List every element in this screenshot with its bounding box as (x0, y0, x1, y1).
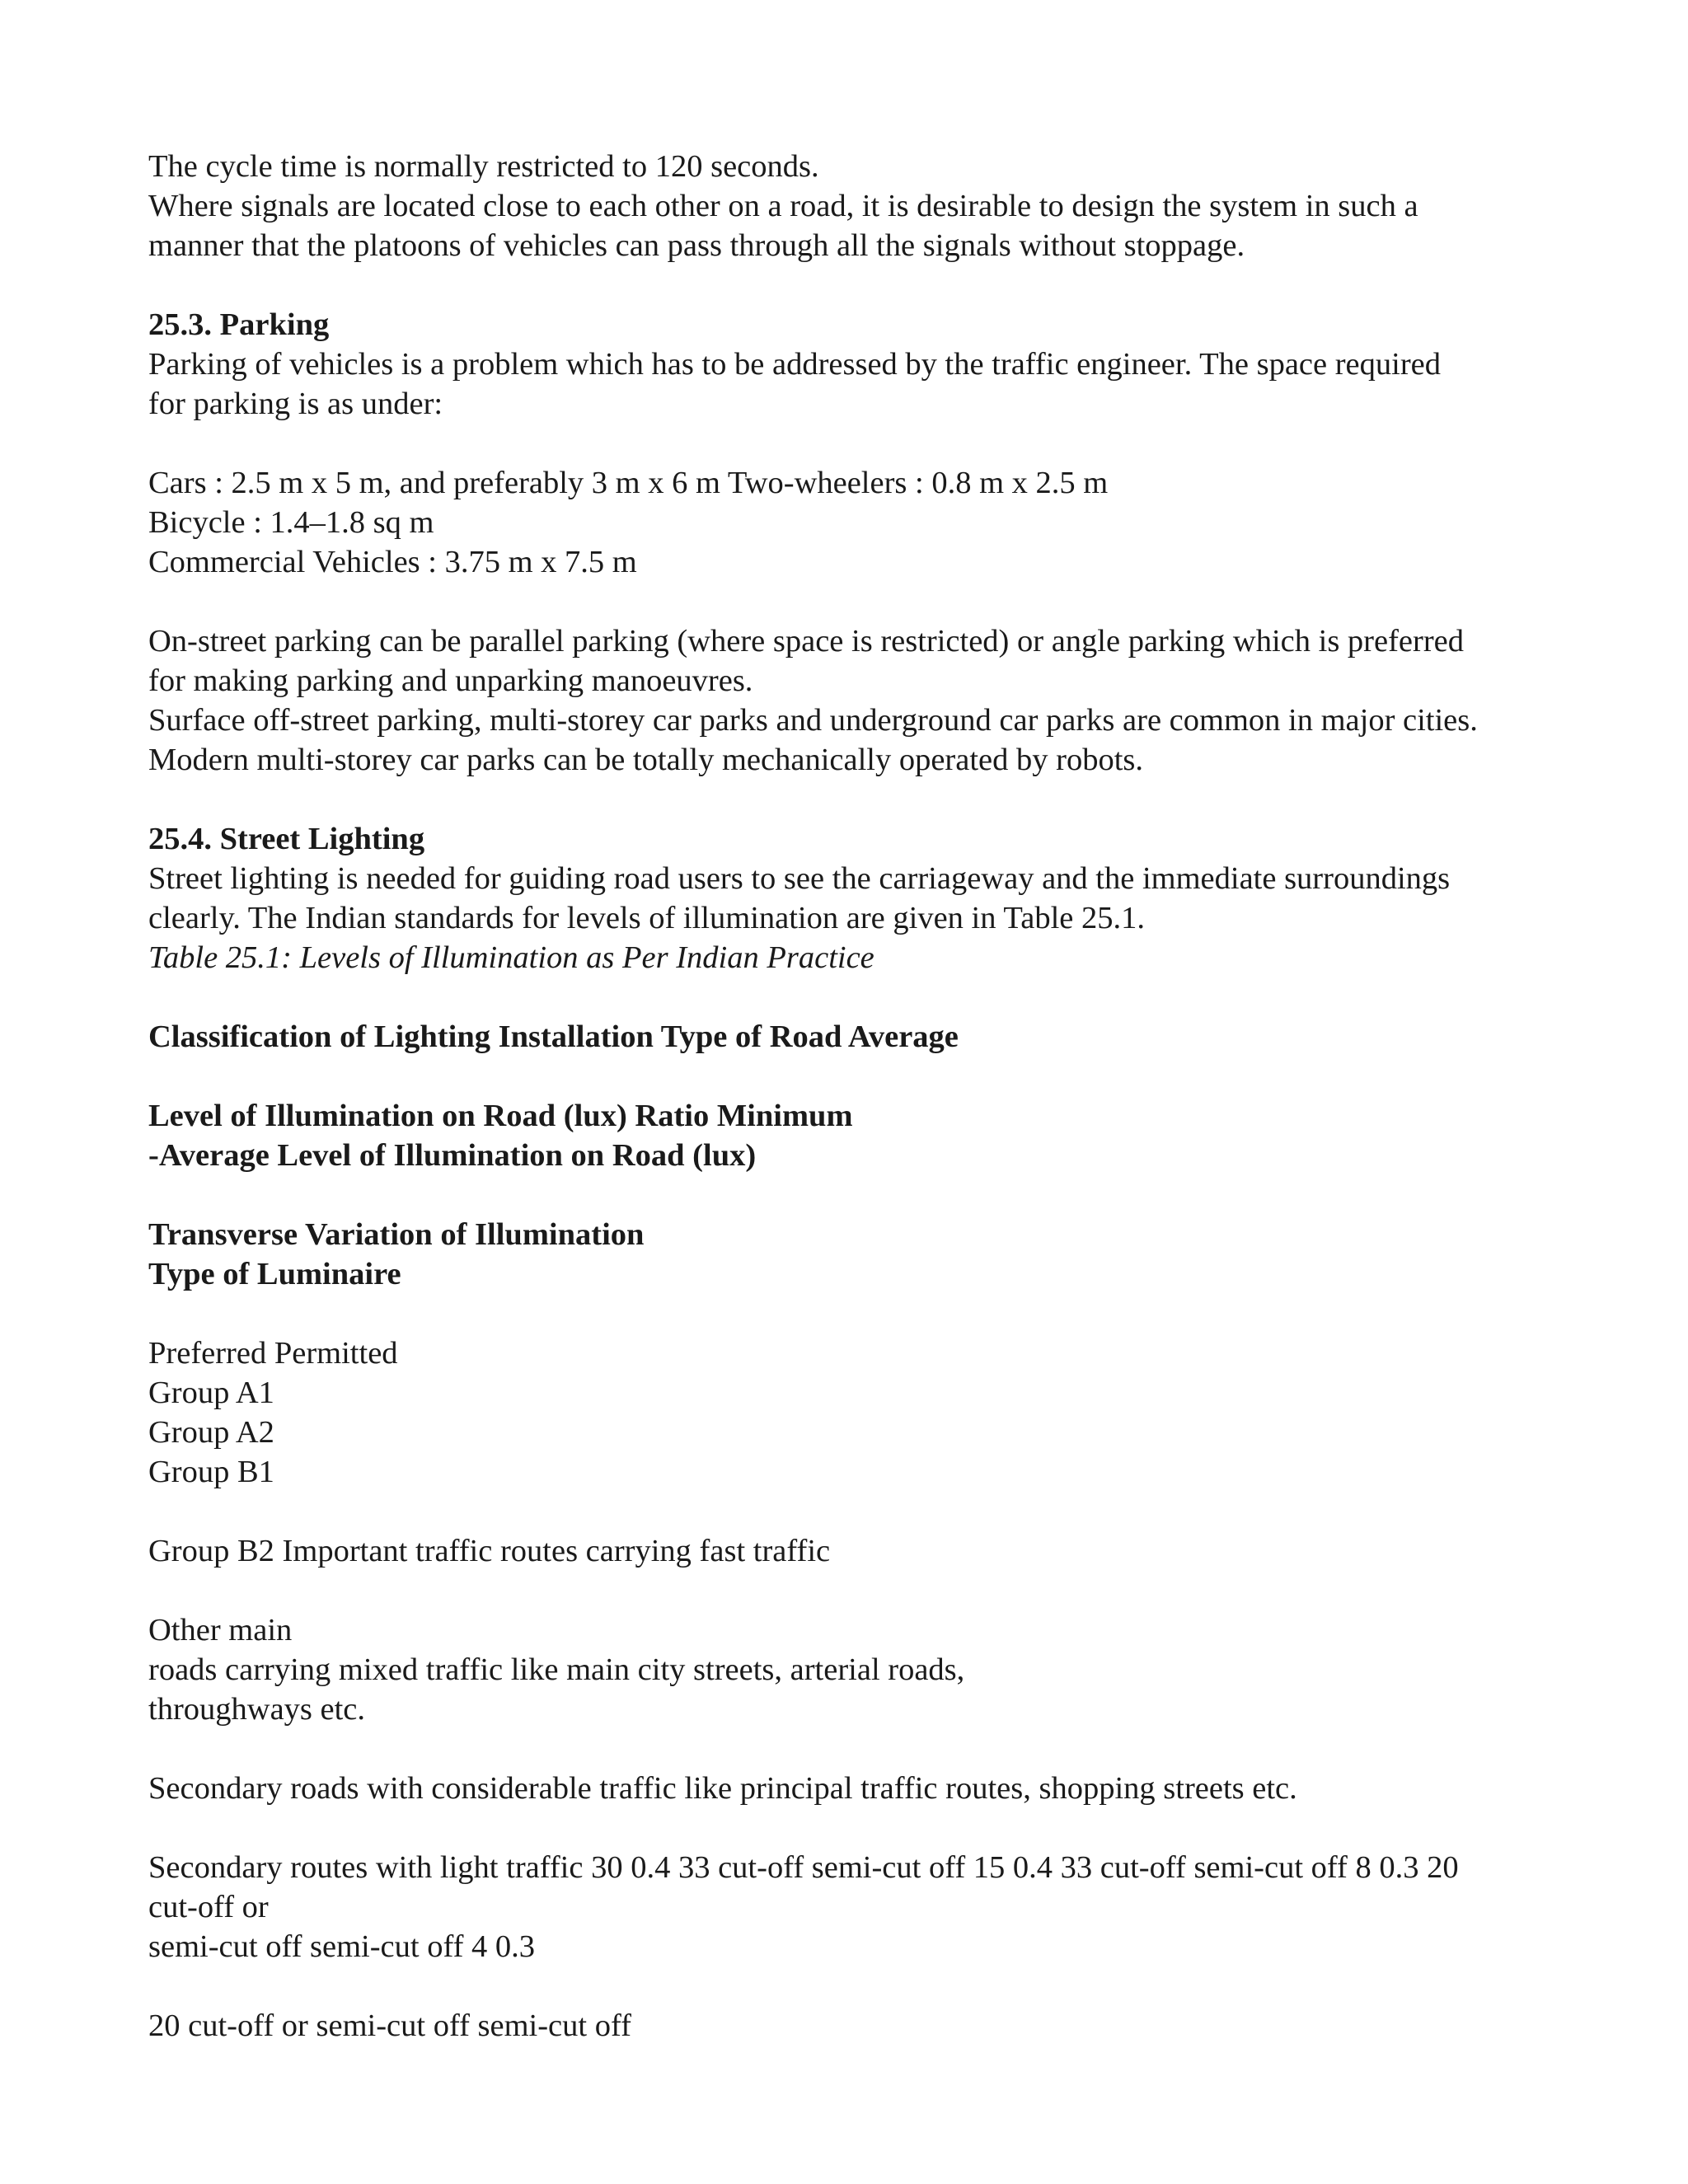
parking-space-list (148, 463, 1550, 582)
table-header-3 (148, 1215, 1550, 1294)
text-line: Group B2 Important traffic routes carrying fast traffic (148, 1534, 831, 1568)
text-line: Where signals are located close to each other on a road, it is desirable to design the system in such a (148, 189, 1418, 223)
table-group-list (148, 1333, 1550, 1492)
text-line: Type of Luminaire (148, 1257, 401, 1291)
text-line: cut-off or (148, 1890, 269, 1924)
text-line: throughways etc. (148, 1692, 366, 1727)
text-line: Parking of vehicles is a problem which has to be addressed by the traffic engineer. The space required (148, 347, 1441, 382)
section-heading-parking: 25.3. Parking (148, 307, 330, 342)
text-line: roads carrying mixed traffic like main city streets, arterial roads, (148, 1652, 965, 1687)
street-lighting-section-intro (148, 819, 1550, 977)
text-line: -Average Level of Illumination on Road (lux) (148, 1138, 757, 1173)
table-row-secondary (148, 1769, 1550, 1808)
text-line: Secondary roads with considerable traffic like principal traffic routes, shopping streets etc. (148, 1771, 1297, 1806)
table-row-last (148, 2006, 1550, 2046)
text-line: Cars : 2.5 m x 5 m, and preferably 3 m x 6 m Two-wheelers : 0.8 m x 2.5 m (148, 466, 1109, 500)
table-row-other-main (148, 1610, 1550, 1729)
text-line: Group B1 (148, 1455, 274, 1489)
text-line: Classification of Lighting Installation Type of Road Average (148, 1019, 959, 1054)
text-line: clearly. The Indian standards for levels of illumination are given in Table 25.1. (148, 901, 1145, 935)
text-line: 20 cut-off or semi-cut off semi-cut off (148, 2008, 631, 2043)
intro-paragraph (148, 147, 1550, 265)
table-row-group-b2 (148, 1531, 1550, 1571)
document-page (148, 147, 1550, 2085)
text-line: Transverse Variation of Illumination (148, 1217, 645, 1252)
text-line: semi-cut off semi-cut off 4 0.3 (148, 1929, 536, 1964)
text-line: Preferred Permitted (148, 1336, 398, 1371)
table-header-1 (148, 1017, 1550, 1057)
text-line: manner that the platoons of vehicles can pass through all the signals without stoppage. (148, 228, 1245, 263)
text-line: The cycle time is normally restricted to 120 seconds. (148, 149, 819, 184)
text-line: for parking is as under: (148, 387, 443, 421)
text-line: Street lighting is needed for guiding road users to see the carriageway and the immediate surroundings (148, 861, 1451, 896)
text-line: Surface off-street parking, multi-storey car parks and underground car parks are common in major cities. (148, 703, 1478, 738)
text-line: Commercial Vehicles : 3.75 m x 7.5 m (148, 545, 637, 579)
text-line: Bicycle : 1.4–1.8 sq m (148, 505, 434, 540)
parking-section-intro (148, 305, 1550, 424)
text-line: Other main (148, 1613, 293, 1647)
table-caption: Table 25.1: Levels of Illumination as Per Indian Practice (148, 940, 874, 975)
text-line: for making parking and unparking manoeuvres. (148, 663, 753, 698)
table-header-2 (148, 1096, 1550, 1175)
parking-types-paragraph (148, 621, 1550, 780)
text-line: Group A2 (148, 1415, 274, 1450)
table-row-secondary-light (148, 1848, 1550, 1966)
text-line: Secondary routes with light traffic 30 0.4 33 cut-off semi-cut off 15 0.4 33 cut-off semi-cut off 8 0.3 20 (148, 1850, 1459, 1885)
text-line: Group A1 (148, 1376, 274, 1410)
section-heading-street-lighting: 25.4. Street Lighting (148, 822, 425, 856)
text-line: On-street parking can be parallel parking (where space is restricted) or angle parking which is preferred (148, 624, 1464, 658)
text-line: Modern multi-storey car parks can be totally mechanically operated by robots. (148, 743, 1143, 777)
text-line: Level of Illumination on Road (lux) Ratio Minimum (148, 1099, 853, 1133)
